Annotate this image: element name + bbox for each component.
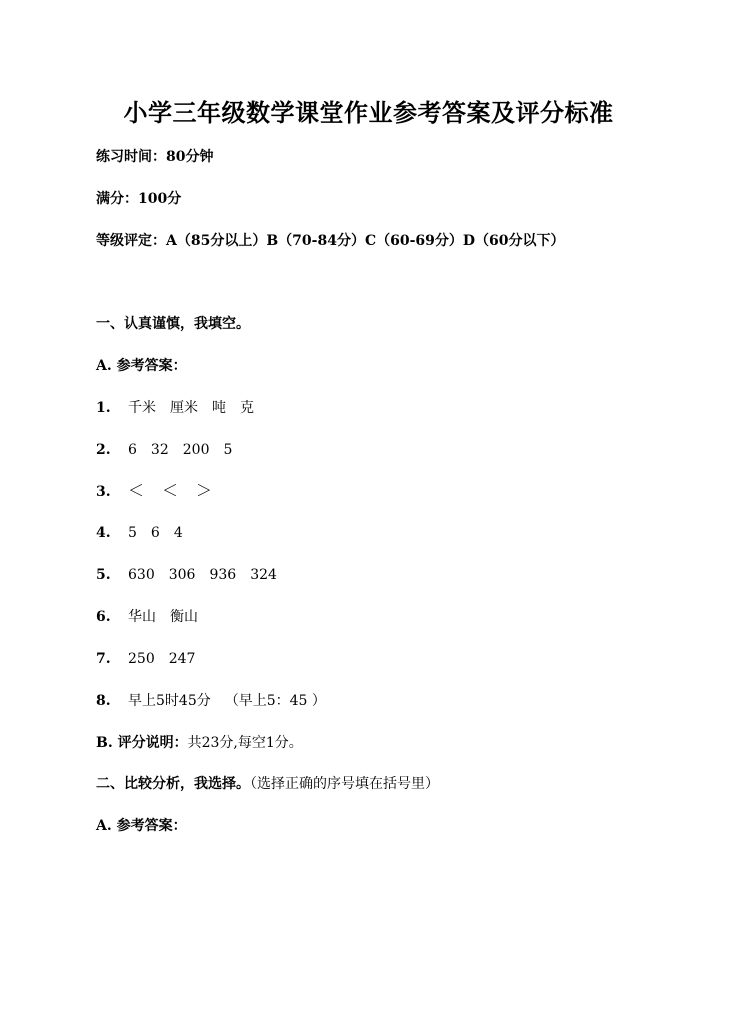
answer-item-2 bbox=[96, 440, 232, 460]
answer-part: （早上5：45 ） bbox=[224, 693, 326, 709]
answer-part: 衡山 bbox=[170, 609, 198, 625]
answer-part: 5 bbox=[223, 442, 233, 458]
answer-item-4 bbox=[96, 523, 183, 543]
answer-part: 250 bbox=[128, 651, 155, 667]
section2-heading-line bbox=[96, 774, 439, 794]
document-title: 小学三年级数学课堂作业参考答案及评分标准 bbox=[123, 98, 614, 127]
grade-levels: 等级评定：A（85分以上）B（70-84分）C（60-69分）D（60分以下） bbox=[96, 233, 565, 249]
item-number: 1. bbox=[96, 400, 111, 416]
item-number: 3. bbox=[96, 484, 111, 500]
section1-heading: 一、认真谨慎，我填空。 bbox=[96, 316, 250, 332]
answer-part: 克 bbox=[240, 400, 254, 416]
answer-part: ＜ bbox=[128, 481, 145, 500]
item-number: 6. bbox=[96, 609, 111, 625]
answer-part: 630 bbox=[128, 567, 155, 583]
answer-part: 厘米 bbox=[170, 400, 198, 416]
section2-heading-note: （选择正确的序号填在括号里） bbox=[250, 776, 439, 792]
section2-answer-label: A. 参考答案： bbox=[96, 818, 187, 834]
answer-item-3 bbox=[96, 481, 230, 502]
answer-item-1 bbox=[96, 398, 254, 418]
section2-heading: 二、比较分析，我选择。 bbox=[96, 776, 250, 792]
answer-part: 吨 bbox=[212, 400, 226, 416]
answer-part: 4 bbox=[173, 525, 183, 541]
answer-part: ＜ bbox=[162, 481, 179, 500]
answer-part: 早上5时45分 bbox=[128, 693, 211, 709]
item-number: 2. bbox=[96, 442, 111, 458]
answer-part: 324 bbox=[250, 567, 277, 583]
answer-part: 200 bbox=[182, 442, 210, 458]
item-number: 8. bbox=[96, 693, 111, 709]
item-number: 4. bbox=[96, 525, 111, 541]
item-number: 7. bbox=[96, 651, 111, 667]
answer-part: 5 bbox=[128, 525, 137, 541]
answer-part: 6 bbox=[150, 525, 160, 541]
answer-part: 306 bbox=[168, 567, 196, 583]
answer-part: 247 bbox=[168, 651, 196, 667]
answer-part: 6 bbox=[128, 442, 137, 458]
full-score: 满分：100分 bbox=[96, 191, 182, 207]
item-number: 5. bbox=[96, 567, 111, 583]
scoring-text: 共23分,每空1分。 bbox=[187, 735, 303, 751]
answer-part: 千米 bbox=[128, 400, 156, 416]
section1-answer-label: A. 参考答案： bbox=[96, 358, 187, 374]
answer-part: ＞ bbox=[196, 481, 213, 500]
section1-scoring bbox=[96, 733, 303, 753]
answer-item-6 bbox=[96, 607, 198, 627]
answer-item-5 bbox=[96, 565, 277, 585]
scoring-label: B. 评分说明： bbox=[96, 735, 188, 751]
answer-part: 32 bbox=[150, 442, 169, 458]
answer-part: 936 bbox=[209, 567, 237, 583]
answer-item-8 bbox=[96, 691, 326, 711]
practice-time: 练习时间：80分钟 bbox=[96, 149, 214, 165]
answer-part: 华山 bbox=[128, 609, 156, 625]
answer-item-7 bbox=[96, 649, 195, 669]
